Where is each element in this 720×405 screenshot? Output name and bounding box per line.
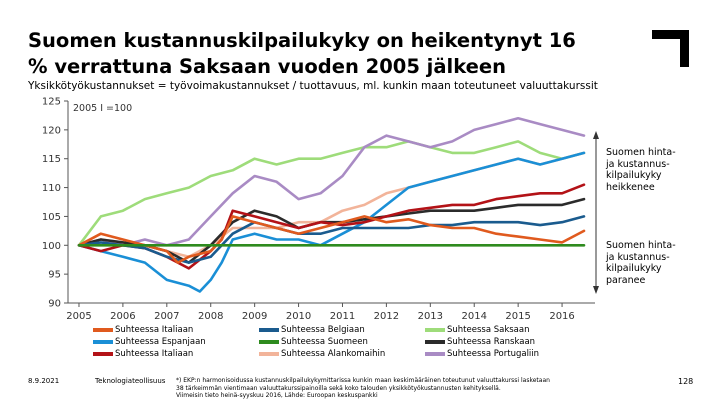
- legend-label: Suhteessa Italiaan: [115, 349, 194, 359]
- footer-note-line: Viimeisin tieto heinä-syyskuu 2016, Lähde: Euroopan keskuspankki: [176, 392, 378, 399]
- x-tick-label: 2015: [505, 311, 531, 322]
- legend-item: [425, 349, 539, 359]
- index-base-annotation: 2005 I =100: [73, 103, 133, 114]
- y-tick-label: 95: [48, 269, 61, 281]
- legend-item: [259, 349, 385, 359]
- legend-label: Suhteessa Espanjaan: [115, 337, 206, 347]
- x-tick-label: 2009: [241, 311, 268, 322]
- legend-swatch: [425, 352, 445, 356]
- side-note-bottom-line: kilpailukyky: [606, 263, 662, 274]
- x-tick-label: 2005: [66, 311, 92, 322]
- legend-label: Suhteessa Portugaliin: [447, 349, 540, 359]
- footer-date: 8.9.2021: [28, 377, 60, 385]
- x-tick-label: 2006: [110, 311, 136, 322]
- page-number: 128: [678, 377, 694, 386]
- legend-swatch: [93, 340, 113, 344]
- title-line-2: % verrattuna Saksaan vuoden 2005 jälkeen: [28, 55, 506, 78]
- side-note-bottom-line: paranee: [606, 274, 646, 286]
- legend-item: [259, 325, 365, 335]
- legend-label: Suhteessa Alankomaihin: [281, 349, 386, 359]
- y-tick-label: 105: [41, 211, 61, 223]
- side-note-top-line: ja kustannus-: [606, 158, 670, 170]
- y-tick-label: 120: [41, 125, 61, 137]
- y-tick-label: 110: [41, 183, 61, 195]
- x-tick-label: 2013: [417, 311, 444, 322]
- legend-item: [93, 337, 206, 347]
- legend-swatch: [259, 340, 279, 344]
- footer-source-note: [176, 377, 676, 400]
- legend-item: [425, 325, 530, 335]
- x-tick-label: 2014: [461, 311, 487, 322]
- side-note-improves: [606, 240, 676, 286]
- x-tick-label: 2011: [329, 311, 356, 322]
- legend-item: [259, 337, 368, 347]
- title-line-1: Suomen kustannuskilpailukyky on heikentynyt 16: [28, 29, 576, 52]
- footer-organization: Teknologiateollisuus: [95, 377, 166, 385]
- side-note-top-line: Suomen hinta-: [606, 147, 676, 158]
- footer-note-line: 38 tärkeimmän vientimaan valuuttakurssipainoilla sekä koko talouden yksikkötyökustannusten kehityksellä.: [176, 384, 501, 392]
- chart-subtitle: Yksikkötyökustannukset = työvoimakustannukset / tuottavuus, ml. kunkin maan toteutuneet valuuttakurssit: [28, 80, 598, 92]
- legend-swatch: [425, 340, 445, 344]
- legend-label: Suhteessa Ranskaan: [447, 337, 536, 347]
- legend-item: [425, 337, 535, 347]
- side-note-bottom-line: ja kustannus-: [606, 251, 670, 263]
- legend-label: Suhteessa Italiaan: [115, 325, 194, 335]
- legend-item: [93, 349, 193, 359]
- arrow-down-icon: [593, 286, 599, 294]
- x-tick-label: 2016: [549, 311, 575, 322]
- legend-swatch: [425, 328, 445, 332]
- legend-swatch: [93, 328, 113, 332]
- x-tick-label: 2007: [154, 311, 180, 322]
- legend-label: Suhteessa Saksaan: [447, 325, 530, 335]
- side-note-weakens: [606, 147, 676, 193]
- side-note-bottom-line: Suomen hinta-: [606, 240, 676, 251]
- legend-label: Suhteessa Belgiaan: [281, 325, 365, 335]
- side-note-top-line: kilpailukyky: [606, 170, 662, 181]
- x-tick-label: 2008: [198, 311, 224, 322]
- y-tick-label: 90: [48, 298, 61, 310]
- y-tick-label: 125: [41, 96, 61, 108]
- legend-swatch: [259, 352, 279, 356]
- footer-note-line: *) EKP:n harmonisoidussa kustannuskilpailukykymittarissa kunkin maan keskimääräinen toteutunut valuuttakurssi lasketaan: [176, 377, 550, 384]
- side-note-top-line: heikkenee: [606, 181, 655, 193]
- legend-swatch: [93, 352, 113, 356]
- legend-label: Suhteessa Suomeen: [281, 337, 368, 347]
- legend-item: [93, 325, 193, 335]
- arrow-up-icon: [593, 131, 599, 139]
- x-tick-label: 2010: [285, 311, 312, 322]
- y-tick-label: 115: [41, 154, 61, 166]
- y-tick-label: 100: [41, 240, 61, 252]
- x-tick-label: 2012: [373, 311, 400, 322]
- legend-swatch: [259, 328, 279, 332]
